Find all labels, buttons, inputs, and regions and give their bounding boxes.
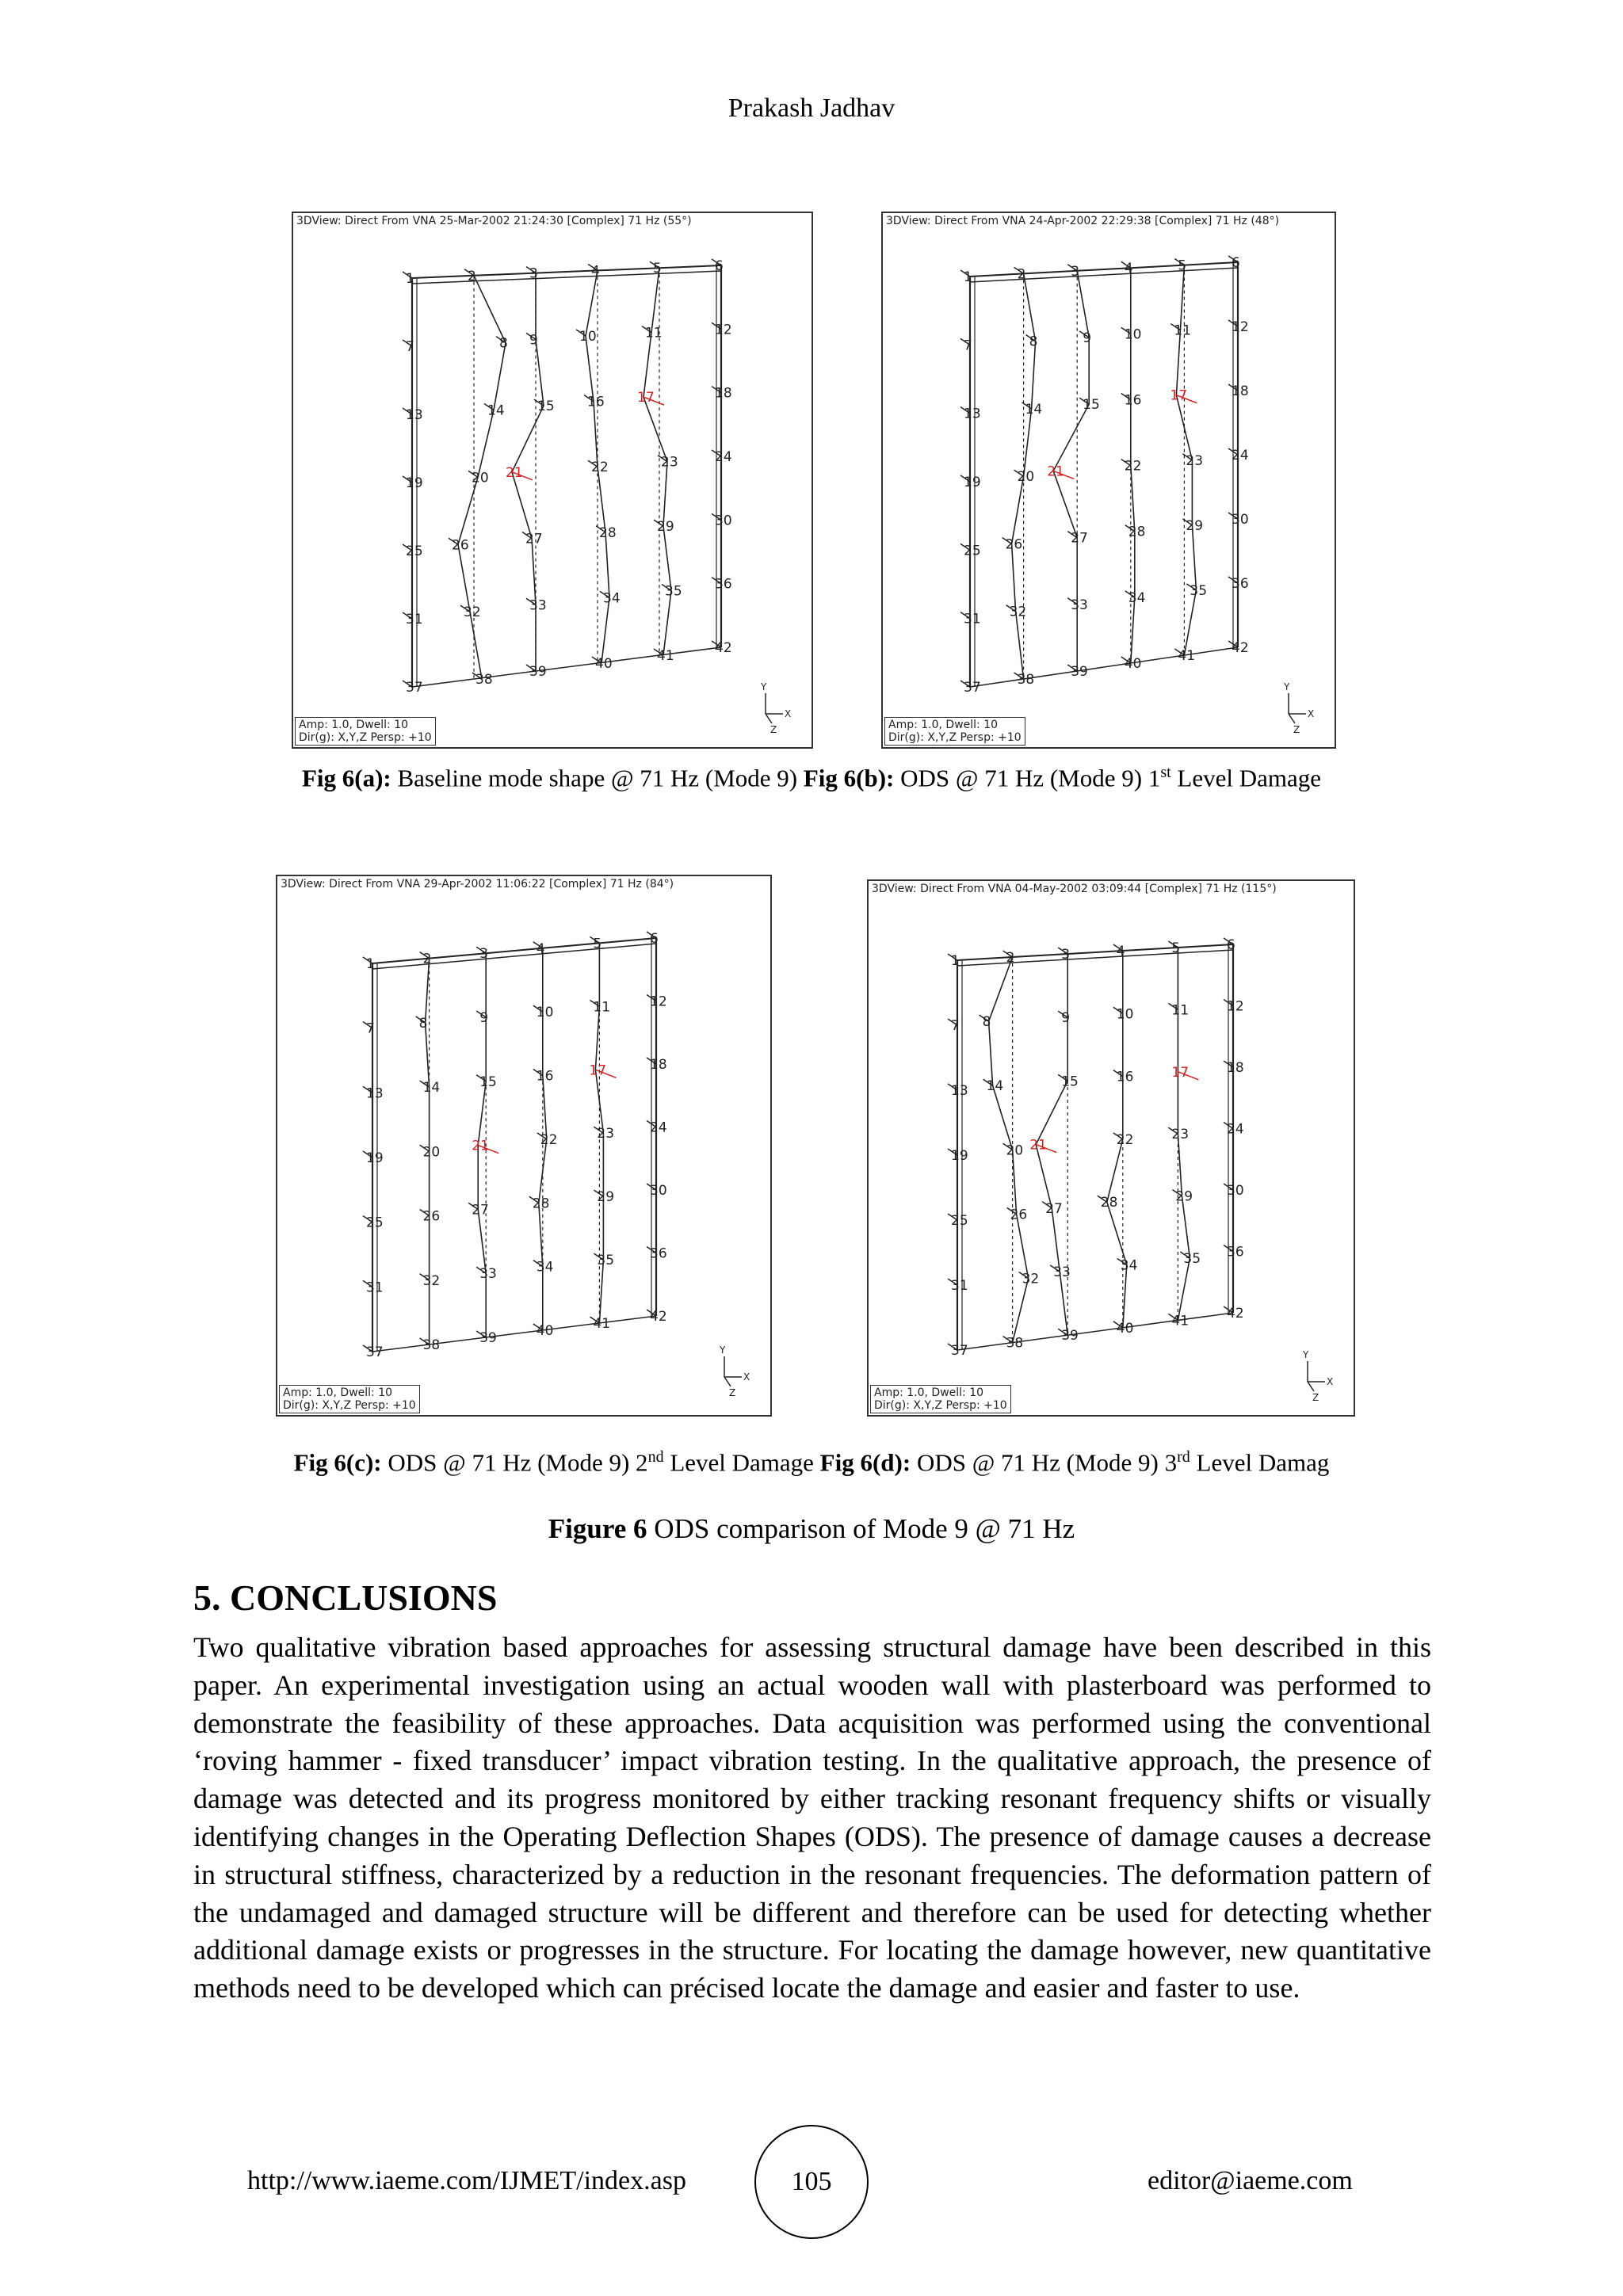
node-label: 35 xyxy=(597,1253,615,1269)
node-label: 33 xyxy=(479,1266,497,1283)
node-label: 23 xyxy=(661,454,678,471)
figure-6a-amp: Amp: 1.0, Dwell: 10 xyxy=(299,719,409,731)
node-label: 30 xyxy=(1232,512,1249,528)
node-label: 35 xyxy=(665,583,682,600)
node-label: 32 xyxy=(1009,604,1027,620)
node-label: 28 xyxy=(1100,1195,1118,1211)
node-label: 20 xyxy=(1017,469,1035,486)
caption-row-2 xyxy=(0,1448,1623,1477)
figure-6c-info-box xyxy=(279,1385,420,1413)
node-label: 30 xyxy=(715,513,732,529)
y-axis-label: Y xyxy=(720,1344,726,1356)
node-label: 25 xyxy=(406,543,423,559)
node-label: 41 xyxy=(1178,648,1196,664)
figure-6b-panel xyxy=(881,212,1336,749)
node-label: 1 xyxy=(964,269,972,285)
node-label: 23 xyxy=(1186,452,1204,469)
node-label: 11 xyxy=(593,999,611,1016)
node-label: 19 xyxy=(366,1150,384,1166)
node-label: 37 xyxy=(951,1343,968,1359)
node-label: 31 xyxy=(951,1278,968,1294)
node-label: 27 xyxy=(1045,1200,1063,1217)
node-label: 28 xyxy=(1128,524,1146,540)
node-label: 5 xyxy=(653,261,662,277)
node-label: 25 xyxy=(366,1215,384,1231)
caption-6d-tail: Level Damag xyxy=(1190,1448,1330,1477)
y-axis-label: Y xyxy=(1284,681,1290,692)
node-label: 2 xyxy=(1006,950,1015,966)
node-label: 5 xyxy=(1171,940,1181,956)
node-label: 2 xyxy=(468,268,476,284)
z-axis-arrow xyxy=(766,714,772,723)
node-label: 3 xyxy=(1071,263,1080,280)
wall-bottom-edge xyxy=(412,647,721,687)
node-label: 4 xyxy=(591,263,600,280)
node-label: 22 xyxy=(540,1131,558,1148)
node-label: 18 xyxy=(1227,1060,1244,1076)
node-label: 5 xyxy=(1178,257,1187,274)
node-label: 27 xyxy=(1071,530,1088,547)
node-label: 7 xyxy=(951,1018,960,1034)
caption-6d-text: ODS @ 71 Hz (Mode 9) 3 xyxy=(911,1448,1178,1477)
node-label: 19 xyxy=(964,475,981,490)
node-label: 5 xyxy=(593,936,602,952)
node-label: 38 xyxy=(1006,1335,1024,1352)
node-label: 9 xyxy=(479,1010,489,1026)
node-label: 26 xyxy=(422,1208,441,1225)
section-heading: 5. CONCLUSIONS xyxy=(193,1577,498,1618)
caption-6a-text: Baseline mode shape @ 71 Hz (Mode 9) xyxy=(391,764,804,792)
node-label: 40 xyxy=(1124,656,1142,672)
node-label: 8 xyxy=(499,335,508,352)
x-axis-label: X xyxy=(785,708,792,719)
caption-6c-sup: nd xyxy=(647,1448,664,1466)
wall-bottom-edge xyxy=(970,647,1238,687)
node-label: 17 xyxy=(1171,1064,1190,1081)
node-label: 39 xyxy=(479,1330,497,1346)
node-label: 8 xyxy=(982,1014,991,1031)
node-label: 2 xyxy=(1017,266,1026,283)
node-label: 27 xyxy=(472,1202,489,1219)
node-label: 11 xyxy=(1174,322,1192,339)
figure-6d-amp: Amp: 1.0, Dwell: 10 xyxy=(874,1386,984,1399)
figure-6c-panel xyxy=(276,875,772,1417)
caption-6b-sup: st xyxy=(1160,764,1171,781)
wall-top-edge-inner xyxy=(412,268,721,284)
node-label: 10 xyxy=(579,329,597,345)
z-axis-arrow xyxy=(1289,714,1295,723)
z-axis-arrow xyxy=(724,1377,731,1386)
node-label: 22 xyxy=(591,460,609,476)
node-label: 41 xyxy=(657,648,674,664)
figure-6b-mode-shape xyxy=(883,213,1335,747)
node-label: 30 xyxy=(1227,1183,1244,1199)
node-label: 17 xyxy=(589,1062,607,1079)
node-label: 33 xyxy=(529,597,547,614)
node-label: 30 xyxy=(650,1183,667,1199)
node-label: 42 xyxy=(715,640,732,656)
wall-top-edge xyxy=(412,265,721,278)
node-label: 21 xyxy=(1029,1137,1047,1154)
node-label: 7 xyxy=(406,339,414,355)
caption-6d-label: Fig 6(d): xyxy=(819,1448,911,1477)
figure-6c-dir: Dir(g): X,Y,Z Persp: +10 xyxy=(283,1399,416,1412)
node-label: 16 xyxy=(1116,1069,1134,1085)
node-label: 12 xyxy=(1227,998,1244,1015)
wall-top-edge-inner xyxy=(372,944,656,969)
node-label: 18 xyxy=(1232,383,1249,399)
node-label: 32 xyxy=(1022,1271,1040,1287)
x-axis-label: X xyxy=(743,1371,750,1383)
figure-6d-dir: Dir(g): X,Y,Z Persp: +10 xyxy=(874,1399,1007,1412)
node-label: 40 xyxy=(1116,1320,1134,1337)
node-label: 14 xyxy=(422,1080,441,1097)
node-label: 19 xyxy=(406,475,423,491)
node-label: 23 xyxy=(1171,1127,1190,1143)
node-label: 12 xyxy=(650,994,667,1010)
figure-6-caption-text: ODS comparison of Mode 9 @ 71 Hz xyxy=(647,1513,1075,1544)
caption-6b-label: Fig 6(b): xyxy=(803,764,895,792)
node-label: 38 xyxy=(475,672,493,688)
node-label: 35 xyxy=(1183,1251,1201,1267)
node-label: 2 xyxy=(422,951,432,967)
node-label: 26 xyxy=(1010,1207,1028,1223)
node-label: 7 xyxy=(366,1020,375,1037)
figure-6-caption xyxy=(0,1513,1623,1545)
footer-email-link[interactable]: editor@iaeme.com xyxy=(1148,2166,1353,2195)
z-axis-label: Z xyxy=(1312,1392,1319,1403)
node-label: 7 xyxy=(964,338,972,354)
node-label: 39 xyxy=(529,664,547,680)
node-label: 38 xyxy=(1017,672,1035,688)
node-label: 36 xyxy=(1227,1244,1244,1261)
figure-6d-info-box xyxy=(870,1385,1011,1413)
node-label: 24 xyxy=(650,1119,667,1136)
node-label: 36 xyxy=(1232,576,1249,592)
caption-6d-sup: rd xyxy=(1177,1448,1190,1466)
node-label: 24 xyxy=(1232,448,1249,463)
node-label: 38 xyxy=(422,1337,441,1353)
node-label: 15 xyxy=(1061,1074,1079,1090)
node-label: 37 xyxy=(406,680,423,696)
figure-6b-dir: Dir(g): X,Y,Z Persp: +10 xyxy=(888,731,1022,744)
node-label: 37 xyxy=(366,1344,384,1360)
node-label: 42 xyxy=(1227,1306,1244,1322)
node-label: 14 xyxy=(487,402,505,419)
node-label: 33 xyxy=(1053,1264,1071,1280)
node-label: 3 xyxy=(1061,947,1071,963)
node-label: 13 xyxy=(964,406,981,422)
node-label: 13 xyxy=(406,407,423,423)
node-label: 15 xyxy=(479,1074,497,1090)
node-label: 16 xyxy=(536,1068,554,1085)
node-label: 29 xyxy=(1175,1188,1193,1205)
z-axis-label: Z xyxy=(1293,724,1300,735)
node-label: 18 xyxy=(715,385,732,402)
y-axis-label: Y xyxy=(761,681,767,692)
page-number: 105 xyxy=(754,2125,869,2239)
node-label: 31 xyxy=(366,1280,384,1296)
x-axis-label: X xyxy=(1308,708,1315,719)
node-label: 34 xyxy=(603,590,621,607)
footer-url-link[interactable]: http://www.iaeme.com/IJMET/index.asp xyxy=(247,2166,686,2195)
caption-6c-text: ODS @ 71 Hz (Mode 9) 2 xyxy=(381,1448,648,1477)
node-label: 6 xyxy=(650,931,659,947)
node-label: 3 xyxy=(529,265,538,282)
node-label: 10 xyxy=(1116,1006,1134,1023)
node-label: 41 xyxy=(1171,1313,1190,1329)
figure-6d-mode-shape xyxy=(869,881,1354,1415)
node-label: 8 xyxy=(418,1015,428,1032)
node-label: 22 xyxy=(1116,1131,1134,1148)
node-label: 11 xyxy=(1171,1002,1190,1019)
node-label: 25 xyxy=(951,1213,968,1229)
node-label: 10 xyxy=(1124,326,1142,343)
node-label: 26 xyxy=(452,537,469,554)
caption-6b-text: ODS @ 71 Hz (Mode 9) 1 xyxy=(894,764,1161,792)
node-label: 15 xyxy=(1083,397,1100,414)
node-label: 9 xyxy=(1083,330,1092,346)
node-label: 18 xyxy=(650,1057,667,1073)
conclusions-paragraph: Two qualitative vibration based approaches for assessing structural damage have been described in this paper. An experimental investigation using an actual wooden wall with plasterboard was performed to demonstrate the feasibility of these approaches. Data acquisition was performed using the conventional ‘roving hammer - fixed transducer’ impact vibration testing. In the qualitative approach, the presence of damage was detected and its progress monitored by either tracking resonant frequency shifts or visually identifying changes in the Operating Deflection Shapes (ODS). The presence of damage causes a decrease in structural stiffness, characterized by a reduction in the resonant frequencies. The deformation pattern of the undamaged and damaged structure will be different and therefore can be used for detecting whether additional damage exists or progresses in the structure. For locating the damage however, new quantitative methods need to be developed which can précised locate the damage and easier and faster to use. xyxy=(193,1631,1431,2004)
node-label: 41 xyxy=(593,1316,611,1332)
figure-6b-title: 3DView: Direct From VNA 24-Apr-2002 22:29:38 [Complex] 71 Hz (48°) xyxy=(886,215,1280,227)
node-label: 21 xyxy=(1047,463,1064,480)
node-label: 9 xyxy=(529,332,538,349)
z-axis-label: Z xyxy=(770,724,777,735)
y-axis-label: Y xyxy=(1303,1349,1309,1360)
figure-6c-amp: Amp: 1.0, Dwell: 10 xyxy=(283,1386,393,1399)
node-label: 9 xyxy=(1061,1010,1071,1027)
node-label: 4 xyxy=(1124,261,1133,277)
caption-6c-label: Fig 6(c): xyxy=(293,1448,382,1477)
caption-6b-tail: Level Damage xyxy=(1170,764,1322,792)
node-label: 23 xyxy=(597,1126,615,1142)
node-label: 13 xyxy=(366,1085,384,1102)
node-label: 20 xyxy=(1006,1142,1024,1159)
figure-6b-amp: Amp: 1.0, Dwell: 10 xyxy=(888,719,999,731)
node-label: 20 xyxy=(472,470,489,486)
node-label: 32 xyxy=(422,1272,441,1289)
figure-6d-title: 3DView: Direct From VNA 04-May-2002 03:09:44 [Complex] 71 Hz (115°) xyxy=(872,883,1277,895)
node-label: 21 xyxy=(506,464,523,481)
node-label: 42 xyxy=(650,1309,667,1325)
figure-6c-mode-shape xyxy=(277,876,770,1415)
node-label: 12 xyxy=(715,322,732,338)
node-label: 34 xyxy=(1120,1257,1138,1274)
node-label: 34 xyxy=(1128,589,1146,606)
node-label: 20 xyxy=(422,1144,441,1161)
node-label: 6 xyxy=(715,258,724,274)
x-axis-label: X xyxy=(1327,1376,1334,1387)
wall-top-edge xyxy=(372,938,656,963)
node-label: 39 xyxy=(1061,1328,1079,1344)
node-label: 35 xyxy=(1190,582,1208,599)
node-label: 28 xyxy=(599,524,617,541)
node-label: 29 xyxy=(597,1189,615,1206)
node-label: 14 xyxy=(986,1078,1004,1095)
node-label: 1 xyxy=(406,271,414,287)
caption-6c-mid: Level Damage xyxy=(663,1448,820,1477)
figure-6c-title: 3DView: Direct From VNA 29-Apr-2002 11:06:22 [Complex] 71 Hz (84°) xyxy=(281,878,674,891)
node-label: 39 xyxy=(1071,664,1088,680)
figure-6a-title: 3DView: Direct From VNA 25-Mar-2002 21:24:30 [Complex] 71 Hz (55°) xyxy=(296,215,692,227)
node-label: 24 xyxy=(1227,1121,1244,1138)
figure-6a-mode-shape xyxy=(293,213,812,747)
node-label: 15 xyxy=(537,399,555,415)
node-label: 22 xyxy=(1124,458,1142,475)
node-label: 4 xyxy=(536,940,545,957)
node-label: 4 xyxy=(1116,944,1125,959)
node-label: 42 xyxy=(1232,640,1249,656)
node-label: 1 xyxy=(366,956,375,972)
node-label: 12 xyxy=(1232,319,1249,335)
node-label: 40 xyxy=(536,1323,554,1339)
node-label: 21 xyxy=(472,1138,489,1154)
node-label: 17 xyxy=(637,390,655,406)
figure-6-caption-label: Figure 6 xyxy=(548,1513,647,1544)
node-label: 19 xyxy=(951,1148,968,1164)
figure-6a-panel xyxy=(292,212,813,749)
figure-6a-dir: Dir(g): X,Y,Z Persp: +10 xyxy=(299,731,432,744)
running-header: Prakash Jadhav xyxy=(727,93,896,123)
node-label: 32 xyxy=(464,605,481,621)
node-label: 28 xyxy=(532,1196,550,1212)
node-label: 1 xyxy=(951,953,960,969)
node-label: 17 xyxy=(1170,387,1188,404)
caption-6a-label: Fig 6(a): xyxy=(301,764,391,792)
wall-bottom-edge xyxy=(372,1316,656,1352)
node-label: 13 xyxy=(951,1083,968,1099)
node-label: 24 xyxy=(715,449,732,465)
node-label: 40 xyxy=(595,656,613,672)
node-label: 33 xyxy=(1071,597,1088,613)
figure-6b-info-box xyxy=(884,717,1025,746)
z-axis-arrow xyxy=(1308,1382,1314,1391)
figure-6d-panel xyxy=(867,879,1355,1417)
node-label: 6 xyxy=(1227,937,1235,953)
z-axis-label: Z xyxy=(729,1387,736,1398)
node-label: 10 xyxy=(536,1005,554,1021)
node-label: 31 xyxy=(406,612,423,627)
node-label: 31 xyxy=(964,611,981,627)
node-label: 26 xyxy=(1005,536,1023,553)
node-label: 3 xyxy=(479,946,489,963)
node-label: 29 xyxy=(1186,517,1204,534)
node-label: 36 xyxy=(650,1245,667,1262)
wall-bottom-edge xyxy=(957,1313,1233,1350)
caption-row-1 xyxy=(0,764,1623,792)
node-label: 11 xyxy=(645,325,663,341)
node-label: 25 xyxy=(964,543,981,559)
node-label: 16 xyxy=(587,394,605,410)
node-label: 14 xyxy=(1025,401,1043,418)
node-label: 34 xyxy=(536,1259,554,1276)
figure-6a-info-box xyxy=(295,717,436,746)
node-label: 37 xyxy=(964,680,981,696)
node-label: 36 xyxy=(715,576,732,593)
node-label: 27 xyxy=(525,531,543,547)
node-label: 6 xyxy=(1232,255,1240,271)
node-label: 29 xyxy=(657,519,674,536)
node-label: 16 xyxy=(1124,392,1142,409)
node-label: 8 xyxy=(1029,334,1038,350)
